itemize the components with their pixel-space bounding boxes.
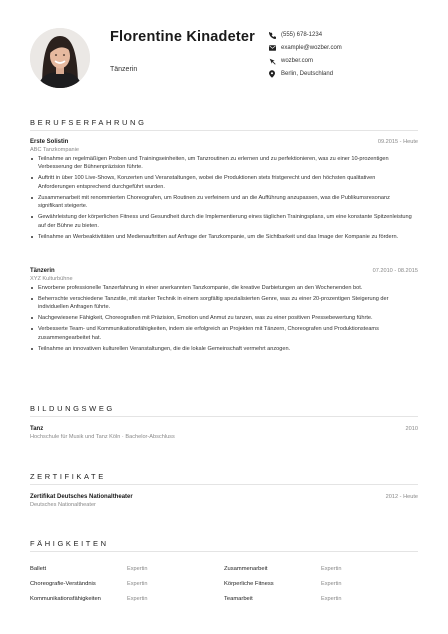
certificate-issuer: Deutsches Nationaltheater <box>30 501 96 508</box>
bullet-item: Teilnahme an regelmäßigen Proben und Trainingseinheiten, um Tanzroutinen zu erlernen und zu perfektionieren, was zu einer 10-prozentigen Verbesserung der Bühnenpräzision führte. <box>30 155 418 172</box>
contact-website <box>268 55 438 68</box>
contact-list <box>268 29 438 81</box>
education-date: 2010 <box>405 426 418 432</box>
skill-name: Kommunikationsfähigkeiten <box>30 595 101 602</box>
contact-email <box>268 42 438 55</box>
candidate-role: Tänzerin <box>110 66 138 73</box>
job-bullets <box>30 284 418 354</box>
avatar <box>30 28 90 88</box>
section-title-certificates: ZERTIFIKATE <box>30 472 106 481</box>
link-icon <box>268 57 276 65</box>
job-date: 09.2015 - Heute <box>377 139 418 145</box>
skill-level: Expertin <box>321 580 342 587</box>
contact-text[interactable]: (555) 678-1234 <box>281 32 323 39</box>
mail-icon <box>268 44 276 52</box>
job-title: Tänzerin <box>30 268 55 274</box>
certificate-entry <box>30 494 418 508</box>
skill-level: Expertin <box>321 595 342 602</box>
experience-entry <box>30 139 418 244</box>
skill-level: Expertin <box>127 580 148 587</box>
bullet-item: Nachgewiesene Fähigkeit, Choreografien mit Präzision, Emotion und Anmut zu tanzen, was zu einer positiven Pressebewertung führte. <box>30 314 418 323</box>
job-company: XYZ Kulturbühne <box>30 275 73 282</box>
job-bullets <box>30 155 418 242</box>
section-title-skills: FÄHIGKEITEN <box>30 539 109 548</box>
skill-level: Expertin <box>127 565 148 572</box>
certificate-title: Zertifikat Deutsches Nationaltheater <box>30 494 133 500</box>
skill-item <box>30 566 224 572</box>
bullet-item: Teilnahme an innovativen kulturellen Veranstaltungen, die die lokale Gemeinschaft vermehrt anzogen. <box>30 345 418 354</box>
skill-name: Ballett <box>30 565 47 572</box>
education-title: Tanz <box>30 426 44 432</box>
skill-name: Choreografie-Verständnis <box>30 580 96 587</box>
skill-item <box>224 581 418 587</box>
bullet-item: Teilnahme an Werbeaktivitäten und Medienauftritten auf Anfrage der Tanzkompanie, um die Sichtbarkeit und das Image der Kompanie zu fördern. <box>30 233 418 242</box>
skill-name: Teamarbeit <box>224 595 253 602</box>
candidate-name: Florentine Kinadeter <box>110 29 255 45</box>
section-divider <box>30 130 418 131</box>
section-divider <box>30 551 418 552</box>
skill-item <box>224 596 418 602</box>
contact-phone <box>268 29 438 42</box>
contact-location <box>268 68 438 81</box>
skill-level: Expertin <box>127 595 148 602</box>
skill-item <box>30 596 224 602</box>
skill-name: Körperliche Fitness <box>224 580 274 587</box>
job-company: ABC Tanzkompanie <box>30 146 80 153</box>
contact-text: Berlin, Deutschland <box>281 71 334 78</box>
section-title-education: BILDUNGSWEG <box>30 404 115 413</box>
bullet-item: Erworbene professionelle Tanzerfahrung in einer anerkannten Tanzkompanie, die kreative Darbietungen an den Wochenenden bot. <box>30 284 418 293</box>
education-entry <box>30 426 418 440</box>
location-icon <box>268 70 276 78</box>
section-title-experience: BERUFSERFAHRUNG <box>30 118 147 127</box>
contact-text[interactable]: wozber.com <box>281 58 314 65</box>
bullet-item: Zusammenarbeit mit renommierten Choreografen, um Routinen zu verfeinern und an die Aufführung anzupassen, was die Publikumsresonanz signifikant steigerte. <box>30 194 418 211</box>
certificate-date: 2012 - Heute <box>385 494 418 500</box>
skill-item <box>224 566 418 572</box>
job-title: Erste Solistin <box>30 139 69 145</box>
skill-name: Zusammenarbeit <box>224 565 268 572</box>
phone-icon <box>268 31 276 39</box>
contact-text[interactable]: example@wozber.com <box>281 45 342 52</box>
section-divider <box>30 416 418 417</box>
bullet-item: Auftritt in über 100 Live-Shows, Konzerten und Veranstaltungen, wobei die Produktionen stets fristgerecht und den höchsten qualitativen Anforderungen entsprechend durchgeführt wurden. <box>30 174 418 191</box>
bullet-item: Gewährleistung der körperlichen Fitness und Gesundheit durch die Implementierung eines täglichen Trainingsplans, um eine konstante Spitzenleistung auf der Bühne zu bieten. <box>30 213 418 230</box>
skill-level: Expertin <box>321 565 342 572</box>
skills-grid <box>30 561 418 606</box>
job-date: 07.2010 - 08.2015 <box>372 268 418 274</box>
education-school: Hochschule für Musik und Tanz Köln · Bachelor-Abschluss <box>30 433 175 440</box>
skill-item <box>30 581 224 587</box>
experience-entry <box>30 268 418 356</box>
bullet-item: Beherrschte verschiedene Tanzstile, mit starker Technik in einem sorgfältig spezialisierten Genre, was zu einer 20-prozentigen Steigerung der individuellen Anfragen führte. <box>30 295 418 312</box>
section-divider <box>30 484 418 485</box>
portrait-image <box>30 28 90 88</box>
bullet-item: Verbesserte Team- und Kommunikationsfähigkeiten, indem sie erfolgreich an Projekten mit Tänzern, Choreografen und Produktionsteams zusammengearbeitet hat. <box>30 325 418 342</box>
